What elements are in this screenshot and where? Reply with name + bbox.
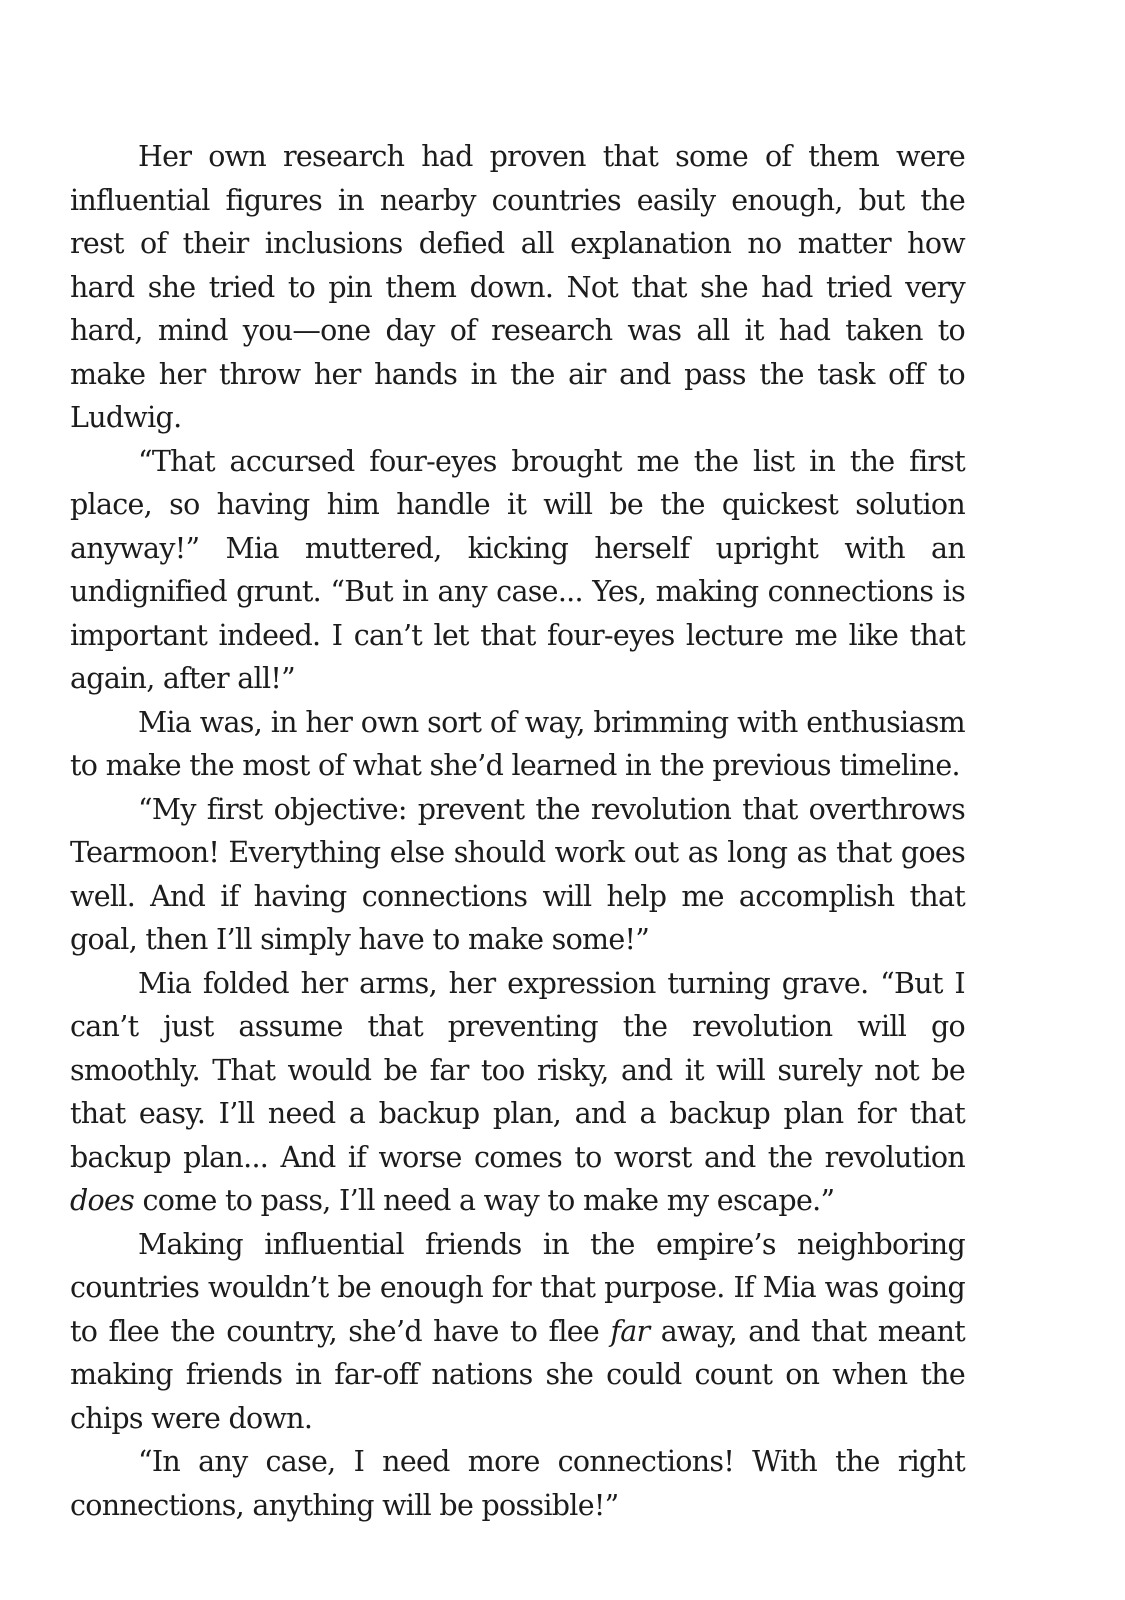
paragraph-6-text-a: Making influential friends in the empire’s neighboring countries wouldn’t be enough for that purpose. If Mia was going to flee the country, she’d have to flee	[70, 1227, 965, 1348]
paragraph-3-text: Mia was, in her own sort of way, brimming with enthusiasm to make the most of what she’d learned in the previous timeline.	[70, 705, 965, 782]
paragraph-6-italic: far	[610, 1314, 650, 1348]
paragraph-3	[70, 701, 965, 788]
paragraph-1-text: Her own research had proven that some of them were influential figures in nearby countries easily enough, but the rest of their inclusions defied all explanation no matter how hard she tried to pin them down. Not that she had tried very hard, mind you—one day of research was all it had taken to make her throw her hands in the air and pass the task off to Ludwig.	[70, 140, 965, 434]
paragraph-5	[70, 962, 965, 1223]
page-text-block	[70, 135, 965, 1527]
paragraph-4-text: “My first objective: prevent the revolution that overthrows Tearmoon! Everything else should work out as long as that goes well. And if having connections will help me accomplish that goal, then I’ll simply have to make some!”	[70, 792, 965, 956]
paragraph-6-text-b: away, and that meant making friends in far-off nations she could count on when the chips were down.	[70, 1314, 965, 1435]
paragraph-7-text: “In any case, I need more connections! With the right connections, anything will be possible!”	[70, 1445, 965, 1522]
paragraph-2	[70, 440, 965, 701]
paragraph-2-text: “That accursed four-eyes brought me the list in the first place, so having him handle it will be the quickest solution anyway!” Mia muttered, kicking herself upright with an undignified grunt. “But in any case... Yes, making connections is important indeed. I can’t let that four-eyes lecture me like that again, after all!”	[70, 444, 965, 695]
paragraph-5-italic: does	[70, 1184, 135, 1217]
paragraph-5-text-b: come to pass, I’ll need a way to make my escape.”	[134, 1184, 835, 1217]
paragraph-6	[70, 1223, 965, 1441]
paragraph-5-text-a: Mia folded her arms, her expression turning grave. “But I can’t just assume that preventing the revolution will go smoothly. That would be far too risky, and it will surely not be that easy. I’ll need a backup plan, and a backup plan for that backup plan... And if worse comes to worst and the revolution	[70, 966, 965, 1174]
paragraph-4	[70, 788, 965, 962]
paragraph-7	[70, 1440, 965, 1527]
paragraph-1	[70, 135, 965, 440]
